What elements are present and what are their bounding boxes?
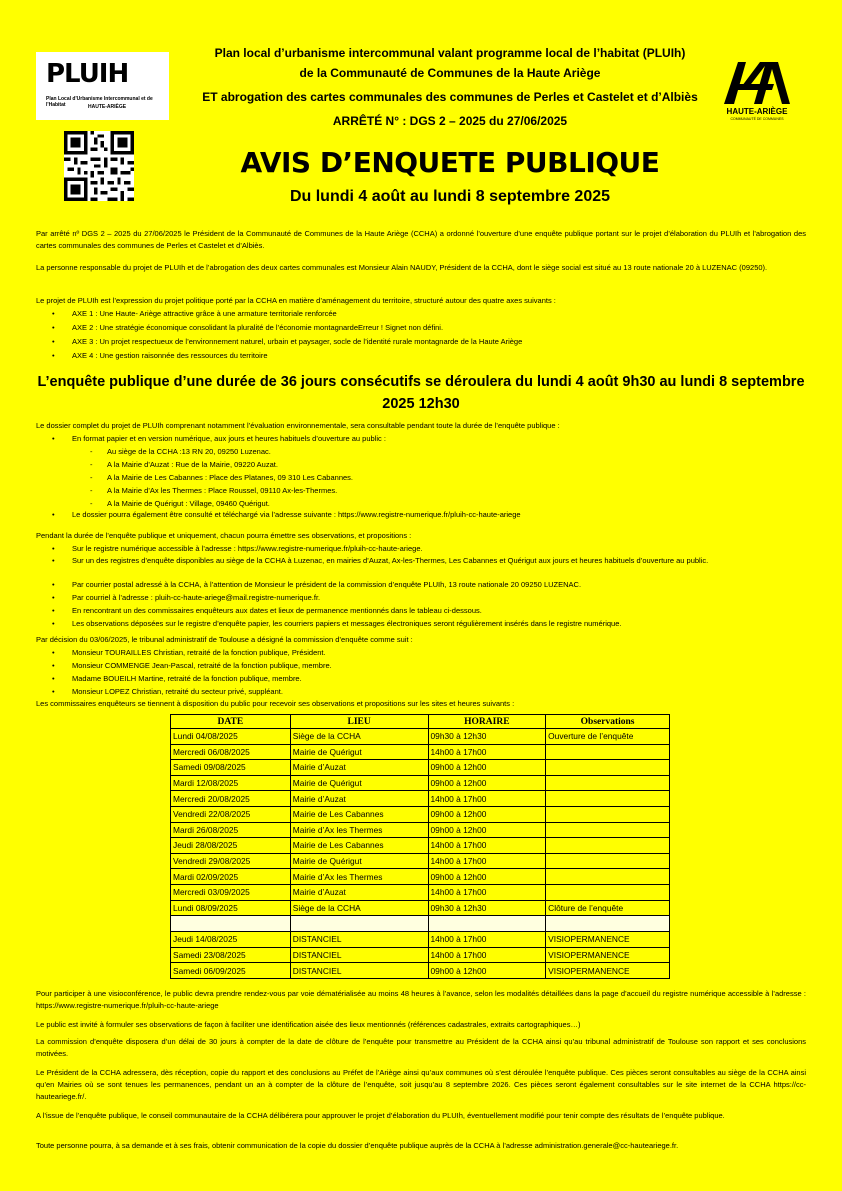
table-row: [171, 744, 670, 760]
table-row: [171, 932, 670, 948]
cell-observations: VISIOPERMANENCE: [546, 963, 670, 979]
cell-lieu: Mairie d’Auzat: [290, 884, 428, 900]
header-line-1: Plan local d’urbanisme intercommunal valant programme local de l’habitat (PLUIh): [214, 46, 686, 60]
page-title: AVIS D’ENQUETE PUBLIQUE: [240, 146, 660, 179]
bullet-icon: •: [52, 337, 55, 346]
cell-horaire: 09h30 à 12h30: [428, 729, 546, 745]
dash-icon: -: [90, 447, 93, 456]
visio-paragraph: Pour participer à une visioconférence, le public devra prendre rendez-vous par voie dématérialisée au moins 48 heures à l’avance, selon les modalités détaillées dans la page d’accueil du registre numérique accessible à l’adresse : https://www.registre-numerique.fr/pluih-cc-haute-ariege: [36, 989, 806, 1010]
commission-member-2: Monsieur COMMENGE Jean-Pascal, retraité de la fonction publique, membre.: [72, 661, 332, 670]
cell-lieu: Mairie de Quérigut: [290, 744, 428, 760]
bullet-icon: •: [52, 510, 55, 519]
bullet-icon: •: [52, 556, 55, 565]
cell-horaire: 14h00 à 17h00: [428, 791, 546, 807]
dash-icon: -: [90, 486, 93, 495]
dash-icon: -: [90, 460, 93, 469]
president-paragraph: Le Président de la CCHA adressera, dès réception, copie du rapport et des conclusions au Préfet de l’Ariège ainsi qu’aux communes où s’est déroulée l’enquête publique. Ces pièces seront consultables au siège de la CCHA ainsi qu’en Mairies où se sont tenues les permanences, pendant un an à compter de la clôture de l’enquête, soit jusqu’au 8 septembre 2026. Ces pièces seront également consultables sur le site internet de la CCHA https://cc-hauteariege.fr/.: [36, 1068, 806, 1101]
dossier-location-2: A la Mairie d’Auzat : Rue de la Mairie, 09220 Auzat.: [107, 460, 278, 469]
copy-request-paragraph: Toute personne pourra, à sa demande et à ses frais, obtenir communication de la copie du dossier d’enquête publique auprès de la CCHA à l’adresse administration.generale@cc-hauteariege.fr.: [36, 1141, 679, 1150]
bullet-icon: •: [52, 434, 55, 443]
table-row: [171, 947, 670, 963]
cell-observations: [546, 791, 670, 807]
cell-observations: VISIOPERMANENCE: [546, 947, 670, 963]
table-row: [171, 838, 670, 854]
cell-lieu: Mairie de Quérigut: [290, 775, 428, 791]
table-row: [171, 806, 670, 822]
axe-item-2: AXE 2 : Une stratégie économique consolidant la pluralité de l’économie montagnardeErreur ! Signet non défini.: [72, 323, 444, 332]
col-header-horaire: HORAIRE: [428, 715, 546, 729]
cell-date: Samedi 06/09/2025: [171, 963, 291, 979]
cell-date: Mardi 26/08/2025: [171, 822, 291, 838]
table-row: [171, 853, 670, 869]
table-header-row: [171, 715, 670, 729]
cell-empty: [290, 916, 428, 932]
bullet-icon: •: [52, 648, 55, 657]
commission-delay-paragraph: La commission d’enquête disposera d’un délai de 30 jours à compter de la date de clôture de l’enquête pour transmettre au Président de la CCHA ainsi qu’au tribunal administratif de Toulouse son rapport et ses conclusions motivées.: [36, 1037, 806, 1058]
cell-lieu: Siège de la CCHA: [290, 900, 428, 916]
cell-date: Vendredi 29/08/2025: [171, 853, 291, 869]
header-line-2: de la Communauté de Communes de la Haute Ariège: [299, 66, 601, 80]
cell-lieu: DISTANCIEL: [290, 932, 428, 948]
cell-lieu: Mairie d’Ax les Thermes: [290, 869, 428, 885]
table-row: [171, 822, 670, 838]
cell-date: Mardi 02/09/2025: [171, 869, 291, 885]
cell-horaire: 09h00 à 12h00: [428, 775, 546, 791]
cell-observations: VISIOPERMANENCE: [546, 932, 670, 948]
cell-lieu: Mairie de Quérigut: [290, 853, 428, 869]
obs-bullet-registre[interactable]: Sur le registre numérique accessible à l’adresse : https://www.registre-numerique.fr/pluih-cc-haute-ariege.: [72, 544, 423, 553]
cell-observations: [546, 853, 670, 869]
dossier-location-4: A la Mairie d’Ax les Thermes : Place Roussel, 09110 Ax-les-Thermes.: [107, 486, 338, 495]
dossier-format-bullet: En format papier et en version numérique, aux jours et heures habituels d’ouverture au public :: [72, 434, 386, 443]
cell-observations: [546, 760, 670, 776]
dossier-location-5: A la Mairie de Quérigut : Village, 09460 Quérigut.: [107, 499, 270, 508]
bullet-icon: •: [52, 606, 55, 615]
table-separator-row: [171, 916, 670, 932]
bullet-icon: •: [52, 580, 55, 589]
cell-lieu: DISTANCIEL: [290, 963, 428, 979]
table-row: [171, 900, 670, 916]
obs-bullet-courriel[interactable]: Par courriel à l’adresse : pluih-cc-haute-ariege@mail.registre-numerique.fr.: [72, 593, 321, 602]
table-row: [171, 729, 670, 745]
bullet-icon: •: [52, 661, 55, 670]
bullet-icon: •: [52, 309, 55, 318]
cell-lieu: Mairie d’Auzat: [290, 760, 428, 776]
tribunal-intro: Par décision du 03/06/2025, le tribunal administratif de Toulouse a désigné la commission d’enquête comme suit :: [36, 635, 413, 644]
cell-observations: [546, 806, 670, 822]
header-line-3: ET abrogation des cartes communales des communes de Perles et Castelet et d’Albiès: [202, 90, 698, 104]
cell-lieu: Mairie de Les Cabannes: [290, 838, 428, 854]
intro-paragraph-1: Par arrêté nº DGS 2 – 2025 du 27/06/2025 le Président de la Communauté de Communes de la Haute Ariège (CCHA) a ordonné l’ouverture d’une enquête publique portant sur le projet d’élaboration du PLUIh et l’abrogation des cartes communales des communes de Perles et Castelet et d’Albiès.: [36, 229, 806, 250]
commission-member-1: Monsieur TOURAILLES Christian, retraité de la fonction publique, Président.: [72, 648, 326, 657]
ha-mountain-icon: [720, 56, 794, 106]
axe-item-3: AXE 3 : Un projet respectueux de l’environnement naturel, urbain et paysager, socle de l’identité rurale montagnarde de la Haute Ariège: [72, 337, 523, 346]
bullet-icon: •: [52, 544, 55, 553]
cell-observations: [546, 744, 670, 760]
cell-observations: [546, 869, 670, 885]
cell-observations: [546, 822, 670, 838]
commission-member-4: Monsieur LOPEZ Christian, retraité du secteur privé, suppléant.: [72, 687, 283, 696]
cell-lieu: Mairie d’Ax les Thermes: [290, 822, 428, 838]
cell-observations: [546, 775, 670, 791]
table-row: [171, 963, 670, 979]
pluih-logo: [36, 52, 169, 120]
bullet-icon: •: [52, 323, 55, 332]
cell-empty: [546, 916, 670, 932]
cell-date: Lundi 08/09/2025: [171, 900, 291, 916]
bullet-icon: •: [52, 351, 55, 360]
obs-bullet-courrier: Par courrier postal adressé à la CCHA, à l’attention de Monsieur le président de la commission d’enquête PLUIh, 13 route nationale 20 09250 LUZENAC.: [72, 580, 582, 589]
cell-lieu: Siège de la CCHA: [290, 729, 428, 745]
table-row: [171, 884, 670, 900]
cell-observations: [546, 884, 670, 900]
observations-intro: Pendant la durée de l’enquête publique et uniquement, chacun pourra émettre ses observations, et propositions :: [36, 531, 412, 540]
cell-horaire: 09h30 à 12h30: [428, 900, 546, 916]
cell-observations: [546, 838, 670, 854]
cell-lieu: Mairie d’Auzat: [290, 791, 428, 807]
logo-subtitle: Plan Local d'Urbanisme Intercommunal et de l'Habitat: [46, 96, 153, 108]
header-line-4: ARRÊTÉ N° : DGS 2 – 2025 du 27/06/2025: [332, 114, 568, 128]
obs-bullet-registres-papier: Sur un des registres d’enquête disponibles au siège de la CCHA à Luzenac, en mairies d’Auzat, Ax-les-Thermes, Les Cabannes et Quérigut aux jours et heures habituels d’ouverture au public.: [72, 556, 709, 565]
intro-paragraph-3: Le projet de PLUIh est l’expression du projet politique porté par la CCHA en matière d’aménagement du territoire, structuré autour des quatre axes suivants :: [36, 296, 556, 305]
col-header-observations: Observations: [546, 715, 670, 729]
logo-region: HAUTE-ARIÈGE: [88, 104, 127, 110]
dash-icon: -: [90, 473, 93, 482]
axe-item-4: AXE 4 : Une gestion raisonnée des ressources du territoire: [72, 351, 268, 360]
cell-date: Mercredi 06/08/2025: [171, 744, 291, 760]
cell-date: Samedi 09/08/2025: [171, 760, 291, 776]
cell-horaire: 14h00 à 17h00: [428, 853, 546, 869]
intro-paragraph-2: La personne responsable du projet de PLUIh et de l’abrogation des deux cartes communales est Monsieur Alain NAUDY, Président de la CCHA, dont le siège social est situé au 13 route nationale 20 à LUZENAC (09250).: [36, 263, 768, 272]
ha-logo-name: HAUTE-ARIÈGE: [726, 107, 788, 116]
ha-logo-tagline: COMMUNAUTÉ DE COMMUNES: [730, 117, 784, 121]
cell-date: Lundi 04/08/2025: [171, 729, 291, 745]
cell-date: Jeudi 28/08/2025: [171, 838, 291, 854]
cell-date: Mercredi 03/09/2025: [171, 884, 291, 900]
bullet-icon: •: [52, 593, 55, 602]
obs-bullet-rencontre: En rencontrant un des commissaires enquêteurs aux dates et lieux de permanence mentionnés dans le tableau ci-dessous.: [72, 606, 482, 615]
cell-horaire: 14h00 à 17h00: [428, 932, 546, 948]
cell-date: Vendredi 22/08/2025: [171, 806, 291, 822]
cell-horaire: 09h00 à 12h00: [428, 806, 546, 822]
table-intro: Les commissaires enquêteurs se tiennent à disposition du public pour recevoir ses observations et propositions sur les sites et heures suivants :: [36, 699, 515, 708]
haute-ariege-logo: [720, 56, 794, 126]
cell-horaire: 14h00 à 17h00: [428, 838, 546, 854]
cell-horaire: 14h00 à 17h00: [428, 744, 546, 760]
logo-word: PLUIH: [46, 59, 129, 89]
cell-lieu: DISTANCIEL: [290, 947, 428, 963]
cell-horaire: 14h00 à 17h00: [428, 947, 546, 963]
table-row: [171, 760, 670, 776]
qr-code-icon[interactable]: [64, 131, 134, 201]
dossier-location-3: A la Mairie de Les Cabannes : Place des Platanes, 09 310 Les Cabannes.: [107, 473, 353, 482]
issue-paragraph: A l’issue de l’enquête publique, le conseil communautaire de la CCHA délibérera pour approuver le projet d’élaboration du PLUIh, éventuellement modifié pour tenir compte des résultats de l’enquête publique.: [36, 1111, 725, 1120]
cell-observations: Ouverture de l’enquête: [546, 729, 670, 745]
cell-empty: [171, 916, 291, 932]
cell-date: Jeudi 14/08/2025: [171, 932, 291, 948]
col-header-lieu: LIEU: [290, 715, 428, 729]
obs-bullet-insertion: Les observations déposées sur le registre d’enquête papier, les courriers papiers et messages électroniques seront régulièrement insérés dans le registre numérique.: [72, 619, 622, 628]
cell-empty: [428, 916, 546, 932]
enquete-duration-heading: L’enquête publique d’une durée de 36 jours consécutifs se déroulera du lundi 4 août 9h30 au lundi 8 septembre 2025 12h30: [37, 374, 805, 412]
table-row: [171, 791, 670, 807]
cell-date: Mardi 12/08/2025: [171, 775, 291, 791]
commission-member-3: Madame BOUEILH Martine, retraité de la fonction publique, membre.: [72, 674, 302, 683]
bullet-icon: •: [52, 687, 55, 696]
cell-horaire: 09h00 à 12h00: [428, 760, 546, 776]
invite-paragraph: Le public est invité à formuler ses observations de façon à faciliter une identification aisée des lieux mentionnés (références cadastrales, extraits cartographiques…): [36, 1020, 581, 1029]
table-row: [171, 775, 670, 791]
cell-horaire: 14h00 à 17h00: [428, 884, 546, 900]
cell-date: Samedi 23/08/2025: [171, 947, 291, 963]
dossier-intro: Le dossier complet du projet de PLUIh comprenant notamment l’évaluation environnementale, sera consultable pendant toute la durée de l’enquête publique :: [36, 421, 560, 430]
dossier-location-1: Au siège de la CCHA :13 RN 20, 09250 Luzenac.: [107, 447, 271, 456]
cell-horaire: 09h00 à 12h00: [428, 963, 546, 979]
bullet-icon: •: [52, 619, 55, 628]
dash-icon: -: [90, 499, 93, 508]
cell-observations: Clôture de l’enquête: [546, 900, 670, 916]
bullet-icon: •: [52, 674, 55, 683]
cell-lieu: Mairie de Les Cabannes: [290, 806, 428, 822]
cell-date: Mercredi 20/08/2025: [171, 791, 291, 807]
cell-horaire: 09h00 à 12h00: [428, 822, 546, 838]
table-row: [171, 869, 670, 885]
axe-item-1: AXE 1 : Une Haute- Ariège attractive grâce à une armature territoriale renforcée: [72, 309, 337, 318]
enquete-dates: Du lundi 4 août au lundi 8 septembre 2025: [289, 188, 611, 205]
col-header-date: DATE: [171, 715, 291, 729]
cell-horaire: 09h00 à 12h00: [428, 869, 546, 885]
permanence-table: [170, 714, 670, 979]
dossier-download-link[interactable]: Le dossier pourra également être consulté et téléchargé via l’adresse suivante : https://www.registre-numerique.fr/pluih-cc-haute-ariege: [72, 510, 521, 519]
